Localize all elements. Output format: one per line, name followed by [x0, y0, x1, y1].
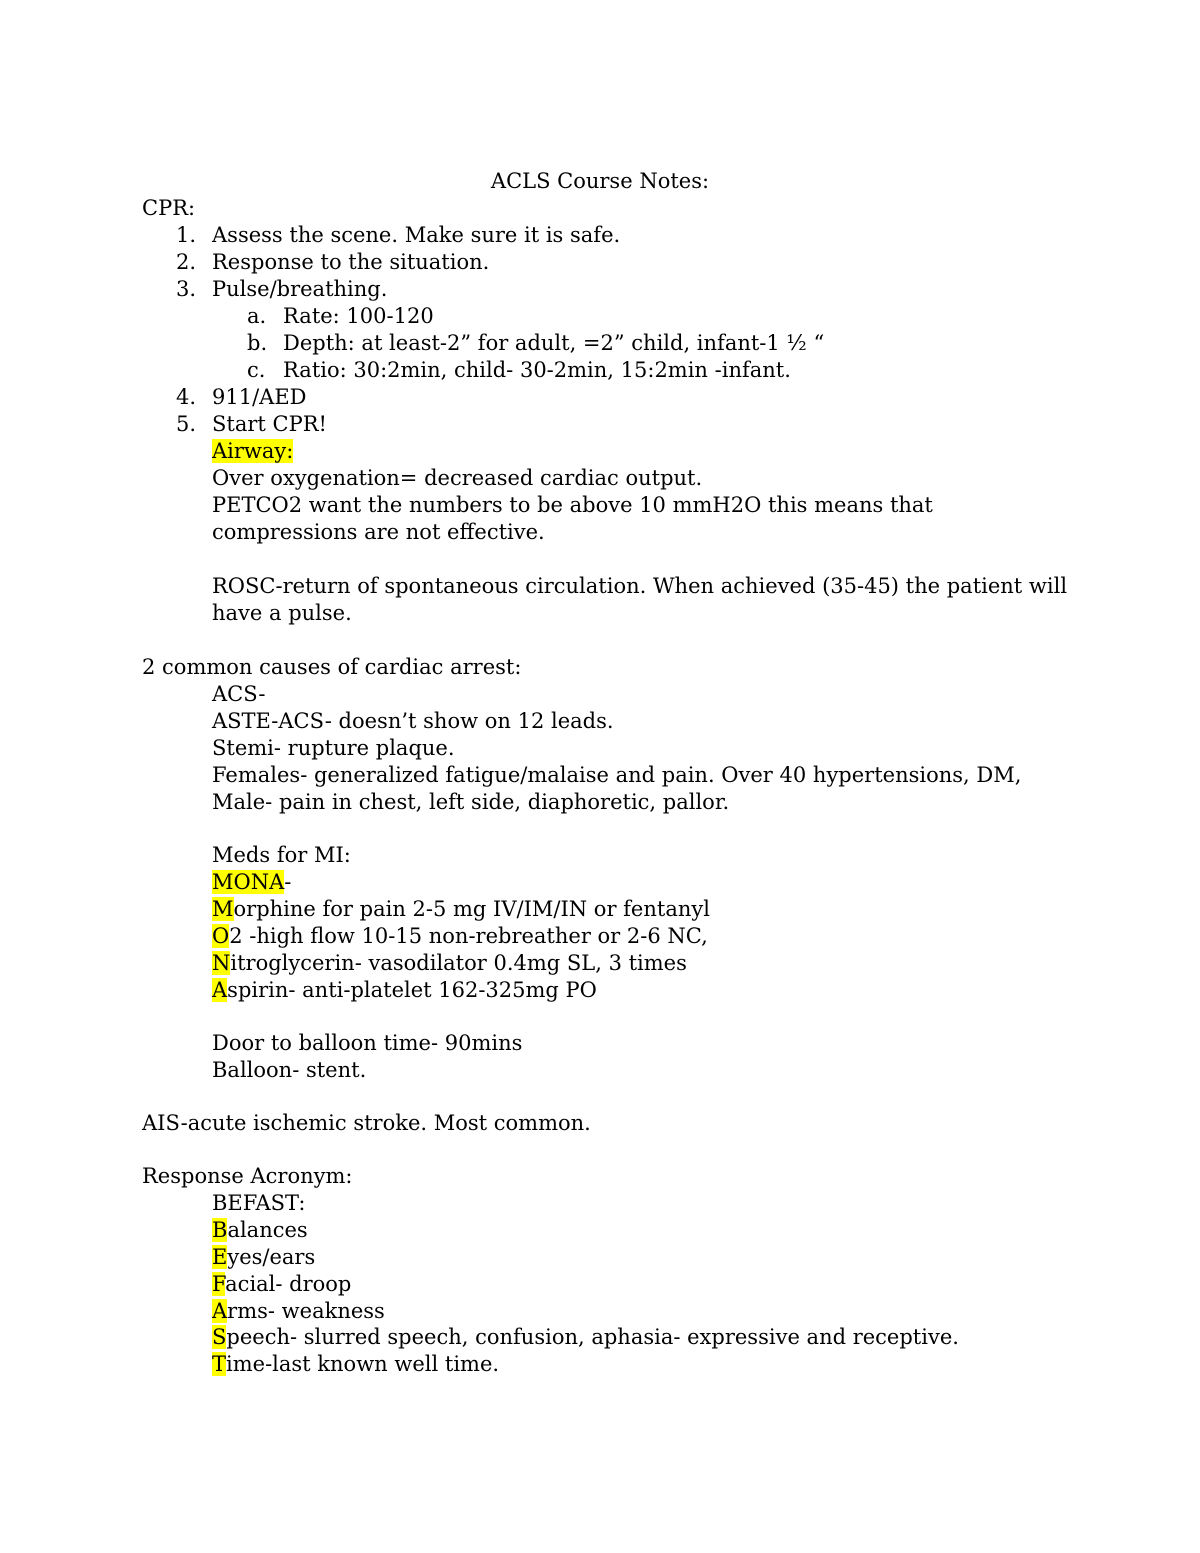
cpr-substep-text: Ratio: 30:2min, child- 30-2min, 15:2min -infant.	[283, 358, 791, 382]
response-item	[212, 1351, 499, 1378]
response-item-text: ime-last known well time.	[226, 1352, 500, 1376]
response-item-text: acial- droop	[225, 1272, 352, 1296]
highlight-letter: T	[212, 1352, 227, 1376]
airway-line: compressions are not effective.	[212, 520, 545, 544]
door-line: Balloon- stent.	[212, 1058, 367, 1082]
rosc-line: have a pulse.	[212, 601, 352, 625]
rosc-line: ROSC-return of spontaneous circulation. When achieved (35-45) the patient will	[212, 574, 1068, 598]
cpr-step-text: Assess the scene. Make sure it is safe.	[212, 223, 621, 247]
meds-item	[212, 977, 597, 1004]
response-item	[212, 1217, 308, 1244]
causes-line: ACS-	[212, 682, 266, 706]
meds-heading: Meds for MI:	[212, 843, 351, 867]
highlight-letter: A	[212, 1299, 228, 1323]
airway-line: Over oxygenation= decreased cardiac output.	[212, 466, 703, 490]
highlight-letter: B	[212, 1218, 228, 1242]
cpr-step-number: 2.	[176, 250, 197, 274]
cpr-step-number: 3.	[176, 277, 197, 301]
airway-label	[212, 438, 293, 465]
cpr-step-text: Response to the situation.	[212, 250, 490, 274]
causes-heading: 2 common causes of cardiac arrest:	[142, 655, 522, 679]
highlight-letter: F	[212, 1272, 226, 1296]
response-item	[212, 1298, 385, 1325]
cpr-step-text: Pulse/breathing.	[212, 277, 388, 301]
cpr-substep-text: Rate: 100-120	[283, 304, 434, 328]
acronym-suffix: -	[284, 870, 292, 894]
response-item-text: alances	[227, 1218, 308, 1242]
meds-acronym	[212, 869, 291, 896]
causes-line: ASTE-ACS- doesn’t show on 12 leads.	[212, 709, 614, 733]
cpr-step-number: 4.	[176, 385, 197, 409]
highlight-letter: E	[212, 1245, 228, 1269]
meds-item	[212, 923, 708, 950]
airway-line: PETCO2 want the numbers to be above 10 mmH2O this means that	[212, 493, 933, 517]
response-heading: Response Acronym:	[142, 1164, 353, 1188]
response-acronym: BEFAST:	[212, 1191, 306, 1215]
cpr-heading: CPR:	[142, 196, 196, 220]
page-title: ACLS Course Notes:	[490, 169, 710, 193]
cpr-substep-text: Depth: at least-2” for adult, =2” child, infant-1 ½ “	[283, 331, 825, 355]
highlight-letter: S	[212, 1325, 227, 1349]
cpr-step-number: 1.	[176, 223, 197, 247]
meds-item	[212, 896, 710, 923]
meds-item-text: spirin- anti-platelet 162-325mg PO	[227, 978, 597, 1002]
highlight-letter: M	[212, 897, 234, 921]
cpr-step-number: 5.	[176, 412, 197, 436]
cpr-step-text: 911/AED	[212, 385, 307, 409]
meds-item-text: orphine for pain 2-5 mg IV/IM/IN or fentanyl	[233, 897, 710, 921]
cpr-substep-letter: a.	[247, 304, 267, 328]
meds-item-text: itroglycerin- vasodilator 0.4mg SL, 3 times	[230, 951, 687, 975]
ais-line: AIS-acute ischemic stroke. Most common.	[142, 1111, 591, 1135]
highlight: MONA	[212, 870, 285, 894]
highlight-letter: O	[212, 924, 230, 948]
cpr-step-text: Start CPR!	[212, 412, 327, 436]
highlight-letter: N	[212, 951, 231, 975]
highlight: Airway:	[212, 439, 294, 463]
cpr-substep-letter: c.	[247, 358, 266, 382]
response-item-text: rms- weakness	[227, 1299, 385, 1323]
causes-line: Stemi- rupture plaque.	[212, 736, 455, 760]
response-item	[212, 1324, 959, 1351]
highlight-letter: A	[212, 978, 228, 1002]
causes-line: Male- pain in chest, left side, diaphoretic, pallor.	[212, 790, 730, 814]
response-item-text: yes/ears	[227, 1245, 316, 1269]
door-line: Door to balloon time- 90mins	[212, 1031, 523, 1055]
causes-line: Females- generalized fatigue/malaise and pain. Over 40 hypertensions, DM,	[212, 763, 1022, 787]
response-item-text: peech- slurred speech, confusion, aphasia- expressive and receptive.	[226, 1325, 959, 1349]
response-item	[212, 1271, 351, 1298]
meds-item-text: 2 -high flow 10-15 non-rebreather or 2-6 NC,	[229, 924, 708, 948]
cpr-substep-letter: b.	[247, 331, 268, 355]
meds-item	[212, 950, 687, 977]
response-item	[212, 1244, 315, 1271]
